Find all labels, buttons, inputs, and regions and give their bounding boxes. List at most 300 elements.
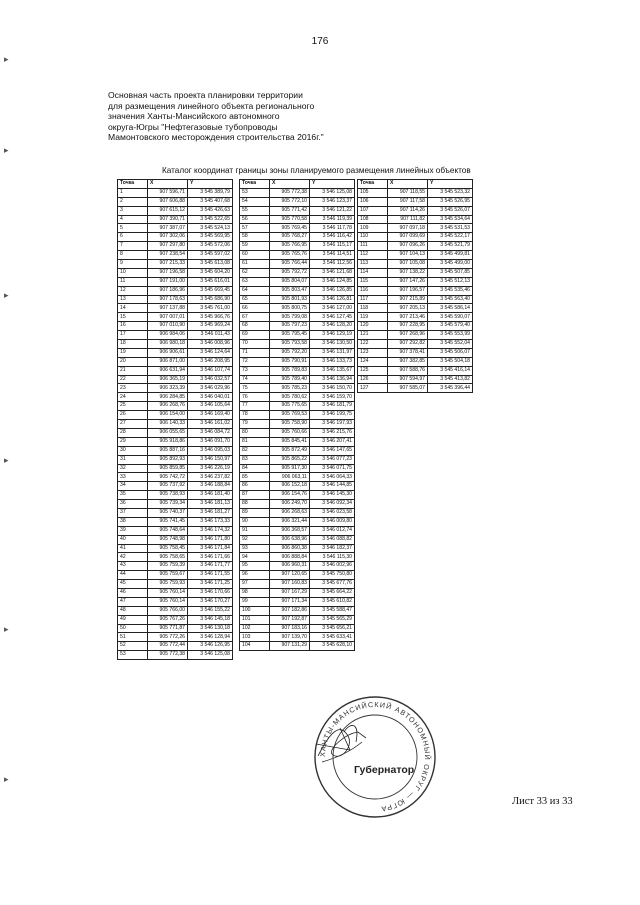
point-cell: 26	[118, 411, 148, 420]
x-cell: 906 284,85	[148, 393, 188, 402]
table-row	[358, 251, 473, 260]
point-cell: 42	[118, 553, 148, 562]
y-cell: 3 546 011,43	[188, 331, 233, 340]
x-cell: 905 872,49	[270, 446, 310, 455]
table-row	[240, 491, 355, 500]
table-row	[358, 331, 473, 340]
table-row	[118, 544, 233, 553]
x-cell: 907 120,65	[270, 571, 310, 580]
table-row	[240, 437, 355, 446]
table-row	[118, 455, 233, 464]
table-row	[240, 428, 355, 437]
point-cell: 76	[240, 393, 270, 402]
table-row	[118, 242, 233, 251]
x-cell: 905 790,91	[270, 357, 310, 366]
table-row	[118, 384, 233, 393]
table-row	[240, 304, 355, 313]
y-cell: 3 545 588,47	[310, 606, 355, 615]
y-cell: 3 546 127,45	[310, 313, 355, 322]
table-row	[240, 322, 355, 331]
table-header-row	[118, 180, 233, 189]
table-row	[118, 348, 233, 357]
x-cell: 906 268,76	[148, 402, 188, 411]
table-row	[358, 375, 473, 384]
table-row	[118, 500, 233, 509]
table-row	[118, 402, 233, 411]
x-cell: 906 906,61	[148, 348, 188, 357]
point-cell: 67	[240, 313, 270, 322]
column-header: Y	[428, 180, 473, 189]
x-cell: 905 758,45	[148, 544, 188, 553]
y-cell: 3 546 084,72	[188, 428, 233, 437]
x-cell: 907 137,88	[148, 304, 188, 313]
y-cell: 3 545 507,85	[428, 268, 473, 277]
point-cell: 121	[358, 331, 388, 340]
table-row	[118, 437, 233, 446]
table-row	[240, 295, 355, 304]
x-cell: 905 800,75	[270, 304, 310, 313]
table-row	[118, 277, 233, 286]
point-cell: 90	[240, 517, 270, 526]
x-cell: 906 888,84	[270, 553, 310, 562]
y-cell: 3 546 150,97	[188, 455, 233, 464]
point-cell: 23	[118, 384, 148, 393]
table-row	[118, 224, 233, 233]
y-cell: 3 545 521,79	[428, 242, 473, 251]
table-row	[118, 624, 233, 633]
x-cell: 905 793,58	[270, 340, 310, 349]
table-row	[358, 277, 473, 286]
point-cell: 7	[118, 242, 148, 251]
y-cell: 3 545 413,82	[428, 375, 473, 384]
table-row	[118, 553, 233, 562]
sheet-info: Лист 33 из 33	[512, 796, 573, 807]
y-cell: 3 545 969,24	[188, 322, 233, 331]
point-cell: 107	[358, 206, 388, 215]
column-header: Точка	[118, 180, 148, 189]
table-row	[118, 286, 233, 295]
x-cell: 906 154,00	[148, 411, 188, 420]
point-cell: 89	[240, 508, 270, 517]
x-cell: 906 980,18	[148, 340, 188, 349]
point-cell: 8	[118, 251, 148, 260]
y-cell: 3 546 237,82	[188, 473, 233, 482]
x-cell: 907 131,29	[270, 642, 310, 651]
table-row	[240, 348, 355, 357]
x-cell: 907 186,96	[148, 286, 188, 295]
y-cell: 3 546 023,58	[310, 508, 355, 517]
y-cell: 3 546 129,19	[310, 331, 355, 340]
table-row	[358, 313, 473, 322]
x-cell: 907 196,58	[148, 268, 188, 277]
y-cell: 3 546 226,19	[188, 464, 233, 473]
table-row	[118, 446, 233, 455]
y-cell: 3 546 126,85	[310, 286, 355, 295]
y-cell: 3 546 171,25	[188, 580, 233, 589]
x-cell: 905 759,39	[148, 562, 188, 571]
x-cell: 905 795,45	[270, 331, 310, 340]
x-cell: 907 215,33	[148, 260, 188, 269]
y-cell: 3 546 133,73	[310, 357, 355, 366]
binding-hole-icon: ▸	[4, 145, 9, 155]
y-cell: 3 546 002,96	[310, 562, 355, 571]
y-cell: 3 545 572,06	[188, 242, 233, 251]
x-cell: 907 111,82	[388, 215, 428, 224]
point-cell: 50	[118, 624, 148, 633]
x-cell: 905 892,93	[148, 455, 188, 464]
x-cell: 905 737,92	[148, 482, 188, 491]
point-cell: 88	[240, 500, 270, 509]
y-cell: 3 545 526,95	[428, 197, 473, 206]
y-cell: 3 546 181,79	[310, 402, 355, 411]
y-cell: 3 546 130,50	[310, 340, 355, 349]
y-cell: 3 546 181,27	[188, 508, 233, 517]
y-cell: 3 545 613,08	[188, 260, 233, 269]
y-cell: 3 545 534,64	[428, 215, 473, 224]
point-cell: 31	[118, 455, 148, 464]
point-cell: 120	[358, 322, 388, 331]
y-cell: 3 546 135,67	[310, 366, 355, 375]
table-row	[358, 322, 473, 331]
y-cell: 3 546 181,40	[188, 491, 233, 500]
x-cell: 907 228,95	[388, 322, 428, 331]
table-row	[118, 260, 233, 269]
y-cell: 3 545 565,29	[310, 615, 355, 624]
y-cell: 3 546 130,18	[188, 624, 233, 633]
x-cell: 907 182,86	[270, 606, 310, 615]
point-cell: 16	[118, 322, 148, 331]
y-cell: 3 546 121,22	[310, 206, 355, 215]
binding-hole-icon: ▸	[4, 54, 9, 64]
table-row	[118, 526, 233, 535]
x-cell: 907 178,63	[148, 295, 188, 304]
x-cell: 905 759,93	[148, 580, 188, 589]
x-cell: 905 785,23	[270, 384, 310, 393]
x-cell: 905 772,38	[270, 188, 310, 197]
y-cell: 3 546 112,56	[310, 260, 355, 269]
point-cell: 84	[240, 464, 270, 473]
point-cell: 2	[118, 197, 148, 206]
x-cell: 905 740,37	[148, 508, 188, 517]
table-row	[240, 597, 355, 606]
table-row	[118, 215, 233, 224]
x-cell: 907 196,57	[388, 286, 428, 295]
y-cell: 3 546 071,75	[310, 464, 355, 473]
table-row	[118, 233, 233, 242]
point-cell: 11	[118, 277, 148, 286]
y-cell: 3 545 677,76	[310, 580, 355, 589]
table-row	[240, 357, 355, 366]
point-cell: 95	[240, 562, 270, 571]
y-cell: 3 545 506,07	[428, 348, 473, 357]
point-cell: 112	[358, 251, 388, 260]
y-cell: 3 546 107,74	[188, 366, 233, 375]
table-row	[240, 624, 355, 633]
table-row	[358, 224, 473, 233]
table-row	[240, 366, 355, 375]
y-cell: 3 545 669,45	[188, 286, 233, 295]
point-cell: 5	[118, 224, 148, 233]
x-cell: 905 865,22	[270, 455, 310, 464]
y-cell: 3 546 171,55	[188, 571, 233, 580]
point-cell: 85	[240, 473, 270, 482]
point-cell: 77	[240, 402, 270, 411]
table-row	[240, 260, 355, 269]
y-cell: 3 546 008,96	[188, 340, 233, 349]
governor-seal	[310, 692, 440, 822]
y-cell: 3 545 499,81	[428, 251, 473, 260]
x-cell: 907 117,58	[388, 197, 428, 206]
point-cell: 124	[358, 357, 388, 366]
table-header-row	[358, 180, 473, 189]
point-cell: 65	[240, 295, 270, 304]
y-cell: 3 546 124,85	[310, 277, 355, 286]
x-cell: 907 297,80	[148, 242, 188, 251]
table-row	[240, 215, 355, 224]
x-cell: 907 588,76	[388, 366, 428, 375]
y-cell: 3 546 029,96	[188, 384, 233, 393]
x-cell: 907 183,16	[270, 624, 310, 633]
x-cell: 905 741,45	[148, 517, 188, 526]
svg-text:ХАНТЫ-МАНСИЙСКИЙ АВТОНОМНЫЙ ОК	[318, 700, 432, 814]
table-row	[118, 606, 233, 615]
point-cell: 68	[240, 322, 270, 331]
point-cell: 13	[118, 295, 148, 304]
point-cell: 125	[358, 366, 388, 375]
table-row	[118, 188, 233, 197]
x-cell: 905 768,27	[270, 233, 310, 242]
point-cell: 51	[118, 633, 148, 642]
point-cell: 127	[358, 384, 388, 393]
point-cell: 49	[118, 615, 148, 624]
point-cell: 4	[118, 215, 148, 224]
table-row	[358, 348, 473, 357]
y-cell: 3 545 522,65	[188, 215, 233, 224]
y-cell: 3 545 966,76	[188, 313, 233, 322]
x-cell: 905 859,85	[148, 464, 188, 473]
point-cell: 15	[118, 313, 148, 322]
table-row	[240, 517, 355, 526]
table-row	[118, 588, 233, 597]
point-cell: 72	[240, 357, 270, 366]
x-cell: 905 771,42	[270, 206, 310, 215]
y-cell: 3 545 552,04	[428, 340, 473, 349]
table-row	[358, 357, 473, 366]
x-cell: 906 871,00	[148, 357, 188, 366]
table-row	[118, 464, 233, 473]
x-cell: 905 766,00	[148, 606, 188, 615]
y-cell: 3 545 586,14	[428, 304, 473, 313]
point-cell: 55	[240, 206, 270, 215]
table-row	[240, 446, 355, 455]
point-cell: 115	[358, 277, 388, 286]
point-cell: 22	[118, 375, 148, 384]
y-cell: 3 546 161,02	[188, 420, 233, 429]
x-cell: 905 758,65	[148, 553, 188, 562]
table-row	[240, 384, 355, 393]
point-cell: 104	[240, 642, 270, 651]
table-row	[118, 340, 233, 349]
y-cell: 3 546 114,51	[310, 251, 355, 260]
table-row	[240, 251, 355, 260]
column-header: Y	[188, 180, 233, 189]
point-cell: 18	[118, 340, 148, 349]
point-cell: 20	[118, 357, 148, 366]
y-cell: 3 546 124,64	[188, 348, 233, 357]
y-cell: 3 545 535,46	[428, 286, 473, 295]
y-cell: 3 545 407,68	[188, 197, 233, 206]
point-cell: 53	[240, 188, 270, 197]
point-cell: 28	[118, 428, 148, 437]
y-cell: 3 545 416,14	[428, 366, 473, 375]
x-cell: 907 213,46	[388, 313, 428, 322]
y-cell: 3 545 628,10	[310, 642, 355, 651]
y-cell: 3 546 174,32	[188, 526, 233, 535]
document-heading	[108, 90, 408, 143]
y-cell: 3 545 523,32	[428, 188, 473, 197]
y-cell: 3 545 616,01	[188, 277, 233, 286]
point-cell: 32	[118, 464, 148, 473]
seal-ring-text: ХАНТЫ-МАНСИЙСКИЙ АВТОНОМНЫЙ ОКРУГ — ЮГРА	[317, 699, 433, 814]
x-cell: 907 594,97	[388, 375, 428, 384]
x-cell: 907 096,26	[388, 242, 428, 251]
point-cell: 66	[240, 304, 270, 313]
point-cell: 100	[240, 606, 270, 615]
table-row	[240, 464, 355, 473]
point-cell: 6	[118, 233, 148, 242]
table-row	[240, 224, 355, 233]
point-cell: 14	[118, 304, 148, 313]
y-cell: 3 545 553,99	[428, 331, 473, 340]
x-cell: 906 140,33	[148, 420, 188, 429]
point-cell: 59	[240, 242, 270, 251]
x-cell: 907 390,71	[148, 215, 188, 224]
x-cell: 907 192,87	[270, 615, 310, 624]
table-row	[118, 473, 233, 482]
point-cell: 12	[118, 286, 148, 295]
table-row	[240, 340, 355, 349]
point-cell: 29	[118, 437, 148, 446]
x-cell: 907 138,22	[388, 268, 428, 277]
y-cell: 3 546 115,30	[310, 553, 355, 562]
y-cell: 3 545 597,02	[188, 251, 233, 260]
y-cell: 3 545 590,07	[428, 313, 473, 322]
y-cell: 3 545 633,41	[310, 633, 355, 642]
x-cell: 906 055,65	[148, 428, 188, 437]
table-row	[358, 268, 473, 277]
table-row	[118, 313, 233, 322]
x-cell: 907 596,71	[148, 188, 188, 197]
x-cell: 906 365,19	[148, 375, 188, 384]
table-row	[118, 428, 233, 437]
x-cell: 907 147,26	[388, 277, 428, 286]
table-row	[240, 615, 355, 624]
x-cell: 906 268,63	[270, 508, 310, 517]
x-cell: 907 160,83	[270, 580, 310, 589]
point-cell: 25	[118, 402, 148, 411]
table-row	[358, 304, 473, 313]
y-cell: 3 546 128,94	[188, 633, 233, 642]
table-row	[118, 251, 233, 260]
table-row	[118, 571, 233, 580]
x-cell: 907 010,90	[148, 322, 188, 331]
heading-line: для размещения линейного объекта регионального	[108, 100, 315, 111]
table-row	[118, 322, 233, 331]
point-cell: 37	[118, 508, 148, 517]
point-cell: 96	[240, 571, 270, 580]
y-cell: 3 546 159,70	[310, 393, 355, 402]
point-cell: 64	[240, 286, 270, 295]
x-cell: 907 302,06	[148, 233, 188, 242]
y-cell: 3 546 126,95	[188, 642, 233, 651]
x-cell: 905 758,90	[270, 420, 310, 429]
table-row	[118, 268, 233, 277]
y-cell: 3 546 009,80	[310, 517, 355, 526]
point-cell: 38	[118, 517, 148, 526]
x-cell: 905 792,72	[270, 268, 310, 277]
point-cell: 56	[240, 215, 270, 224]
y-cell: 3 546 215,76	[310, 428, 355, 437]
y-cell: 3 546 171,80	[188, 535, 233, 544]
table-row	[118, 508, 233, 517]
heading-line: Мамонтовского месторождения строительства 2016г."	[108, 132, 324, 143]
table-row	[118, 197, 233, 206]
y-cell: 3 546 145,18	[188, 615, 233, 624]
point-cell: 61	[240, 260, 270, 269]
point-cell: 33	[118, 473, 148, 482]
y-cell: 3 546 171,77	[188, 562, 233, 571]
y-cell: 3 546 125,08	[188, 651, 233, 660]
y-cell: 3 545 512,13	[428, 277, 473, 286]
point-cell: 123	[358, 348, 388, 357]
column-header: Y	[310, 180, 355, 189]
coordinates-table-2	[239, 179, 355, 651]
point-cell: 73	[240, 366, 270, 375]
y-cell: 3 545 750,80	[310, 571, 355, 580]
y-cell: 3 545 604,20	[188, 268, 233, 277]
x-cell: 905 792,20	[270, 348, 310, 357]
table-header-row	[240, 180, 355, 189]
y-cell: 3 545 426,63	[188, 206, 233, 215]
y-cell: 3 546 091,70	[188, 437, 233, 446]
y-cell: 3 546 123,37	[310, 197, 355, 206]
column-header: X	[148, 180, 188, 189]
column-header: Точка	[358, 180, 388, 189]
point-cell: 10	[118, 268, 148, 277]
x-cell: 907 382,85	[388, 357, 428, 366]
table-row	[240, 642, 355, 651]
point-cell: 36	[118, 500, 148, 509]
y-cell: 3 546 199,75	[310, 411, 355, 420]
column-header: Точка	[240, 180, 270, 189]
y-cell: 3 546 171,84	[188, 544, 233, 553]
y-cell: 3 546 150,70	[310, 384, 355, 393]
point-cell: 113	[358, 260, 388, 269]
point-cell: 103	[240, 633, 270, 642]
table-row	[240, 286, 355, 295]
y-cell: 3 546 032,57	[188, 375, 233, 384]
x-cell: 906 321,44	[270, 517, 310, 526]
x-cell: 905 739,34	[148, 500, 188, 509]
y-cell: 3 546 145,30	[310, 491, 355, 500]
point-cell: 86	[240, 482, 270, 491]
point-cell: 102	[240, 624, 270, 633]
column-header: X	[388, 180, 428, 189]
point-cell: 106	[358, 197, 388, 206]
point-cell: 41	[118, 544, 148, 553]
point-cell: 48	[118, 606, 148, 615]
x-cell: 907 099,69	[388, 233, 428, 242]
